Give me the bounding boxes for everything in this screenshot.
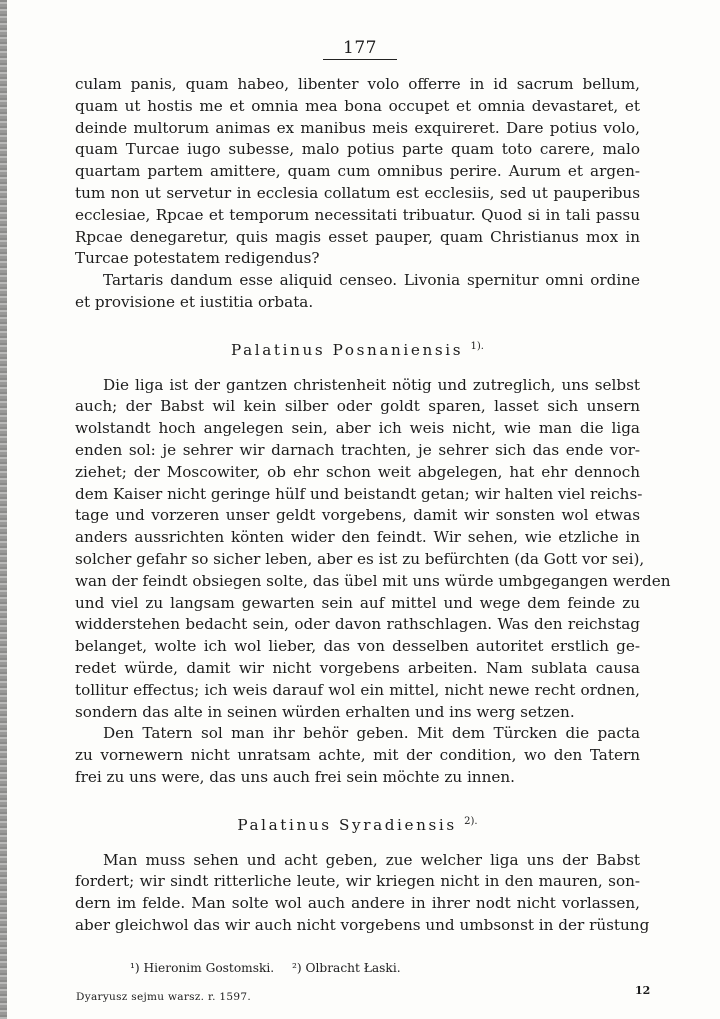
text-line: tum non ut servetur in ecclesia collatum est ecclesiis, sed ut pauperibus: [75, 183, 640, 202]
text-line: enden sol: je sehrer wir darnach trachten, je sehrer sich das ende vor-: [75, 441, 640, 460]
paragraph-german-2: [75, 723, 640, 788]
text-line: fordert; wir sindt ritterliche leute, wir kriegen nicht in den mauren, son-: [75, 872, 640, 891]
text-line: dem Kaiser nicht geringe hülf und beistandt getan; wir halten viel reichs-: [75, 484, 643, 503]
text-line: tollitur effectus; ich weis darauf wol ein mittel, nicht newe recht ordnen,: [75, 680, 640, 699]
text-line: ecclesiae, Rpcae et temporum necessitati tribuatur. Quod si in tali passu: [75, 205, 640, 224]
text-line: quam Turcae iugo subesse, malo potius parte quam toto carere, malo: [75, 140, 640, 159]
paragraph-latin-1: [75, 74, 640, 270]
paragraph-latin-2: [75, 270, 640, 314]
paragraph-german-1: [75, 375, 671, 724]
text-line: redet würde, damit wir nicht vorgebens arbeiten. Nam sublata causa: [75, 658, 640, 677]
text-line: zu vornewern nicht unratsam achte, mit der condition, wo den Tatern: [75, 746, 640, 765]
text-line: frei zu uns were, das uns auch frei sein möchte zu innen.: [75, 767, 515, 786]
text-line: Rpcae denegaretur, quis magis esset pauper, quam Christianus mox in: [75, 227, 640, 246]
footnote-1: ¹) Hieronim Gostomski.: [130, 961, 275, 975]
text-line: solcher gefahr so sicher leben, aber es ist zu befürchten (da Gott vor sei),: [75, 550, 645, 568]
text-line: sondern das alte in seinen würden erhalten und ins werg setzen.: [75, 702, 575, 721]
footnotes: [130, 961, 415, 975]
page-body: [75, 74, 671, 937]
text-line: aber gleichwol das wir auch nicht vorgebens und umbsonst in der rüstung: [75, 916, 650, 935]
section-heading-posnaniensis: [75, 336, 640, 362]
text-line: Turcae potestatem redigendus?: [75, 249, 320, 268]
footnote-2: ²) Olbracht Łaski.: [292, 961, 401, 975]
text-line: quam ut hostis me et omnia mea bona occupet et omnia devastaret, et: [75, 96, 640, 115]
text-line: ziehet; der Moscowiter, ob ehr schon weit abgelegen, hat ehr dennoch: [75, 462, 640, 481]
text-line: anders aussrichten könten wider den feindt. Wir sehen, wie etzliche in: [75, 528, 640, 547]
text-line: belanget, wolte ich wol lieber, das von desselben autoritet erstlich ge-: [75, 637, 640, 656]
text-line: und viel zu langsam gewarten sein auf mittel und wege dem feinde zu: [75, 593, 640, 612]
text-line: tage und vorzeren unser geldt vorgebens, damit wir sonsten wol etwas: [75, 506, 640, 525]
section-heading-syradiensis: [75, 811, 640, 837]
paragraph-german-3: [75, 850, 650, 937]
heading-text: Palatinus Posnaniensis: [231, 340, 464, 359]
page-number: 177: [0, 38, 720, 58]
book-spine-edge: [0, 0, 7, 1019]
signature-mark: 12: [635, 984, 651, 997]
text-line: et provisione et iustitia orbata.: [75, 292, 314, 311]
footnote-ref: 2).: [464, 815, 478, 827]
text-line: Tartaris dandum esse aliquid censeo. Livonia spernitur omni ordine: [103, 271, 640, 290]
footnote-ref: 1).: [470, 340, 484, 352]
text-line: deinde multorum animas ex manibus meis exquireret. Dare potius volo,: [75, 118, 640, 137]
text-line: auch; der Babst wil kein silber oder goldt sparen, lasset sich unsern: [75, 397, 640, 416]
heading-text: Palatinus Syradiensis: [237, 815, 457, 834]
text-line: dern im felde. Man solte wol auch andere in ihrer nodt nicht vorlassen,: [75, 894, 640, 913]
text-line: Den Tatern sol man ihr behör geben. Mit dem Türcken die pacta: [103, 724, 640, 743]
text-line: wan der feindt obsiegen solte, das übel mit uns würde umbgegangen werden: [75, 571, 671, 590]
text-line: widderstehen bedacht sein, oder davon rathschlagen. Was den reichstag: [75, 615, 640, 634]
text-line: Die liga ist der gantzen christenheit nötig und zutreglich, uns selbst: [103, 375, 640, 394]
text-line: quartam partem amittere, quam cum omnibus perire. Aurum et argen-: [75, 162, 640, 181]
text-line: Man muss sehen und acht geben, zue welcher liga uns der Babst: [103, 850, 640, 869]
text-line: culam panis, quam habeo, libenter volo offerre in id sacrum bellum,: [75, 75, 640, 93]
text-line: wolstandt hoch angelegen sein, aber ich weis nicht, wie man die liga: [75, 419, 640, 438]
source-line: Dyaryusz sejmu warsz. r. 1597.: [76, 991, 251, 1003]
